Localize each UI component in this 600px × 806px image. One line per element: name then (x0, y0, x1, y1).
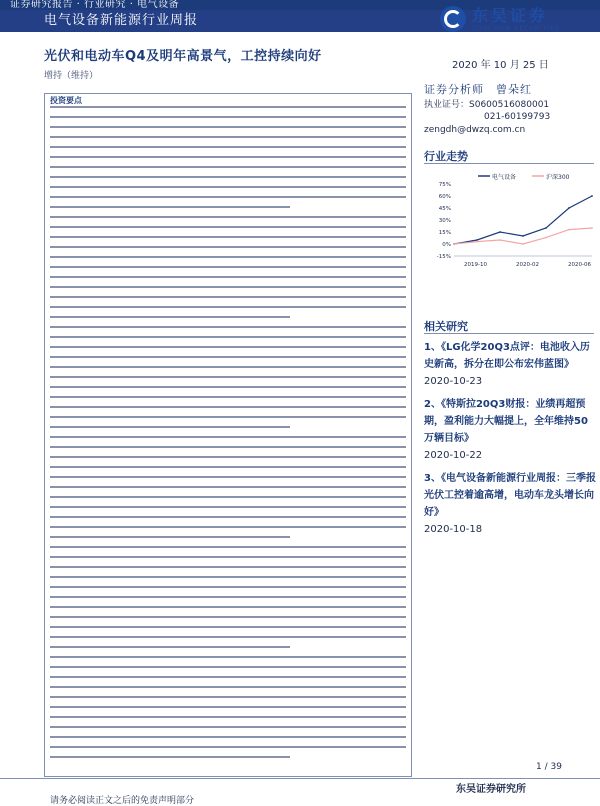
y-tick-label: 0% (442, 242, 451, 248)
series-point (522, 235, 524, 237)
company-logo (440, 6, 560, 32)
x-tick-label: 2020-02 (516, 262, 539, 268)
x-tick-label: 2020-06 (568, 262, 591, 268)
summary-text-line (50, 586, 406, 588)
summary-text-line (50, 686, 406, 688)
legend-b-label: 沪深300 (546, 174, 570, 181)
summary-text-line (50, 466, 406, 468)
related-title: 相关研究 (424, 320, 468, 333)
related-item-title[interactable]: 3、《电气设备新能源行业周报：三季报光伏工控着逾高增，电动车龙头增长向好》 (424, 473, 596, 518)
summary-text-line (50, 606, 406, 608)
summary-text-line (50, 276, 406, 278)
summary-text-line (50, 216, 406, 218)
summary-text-line (50, 666, 406, 668)
summary-text-line (50, 106, 406, 108)
summary-text-line (50, 146, 406, 148)
footer-company: 东吴证券研究所 (456, 784, 526, 795)
market-title: 行业走势 (424, 150, 468, 163)
summary-text-line (50, 226, 406, 228)
summary-text-line (50, 306, 406, 308)
summary-text-line (50, 706, 406, 708)
analyst-phone: 021-60199793 (484, 112, 551, 122)
summary-text-line (50, 256, 406, 258)
series-point (568, 229, 570, 231)
summary-text-line (50, 676, 406, 678)
series-point (568, 207, 570, 209)
summary-text-line (50, 506, 406, 508)
footer-disclaimer: 请务必阅读正文之后的免责声明部分 (50, 796, 195, 806)
series-point (545, 237, 547, 239)
summary-text-line (50, 636, 406, 638)
summary-text-line (50, 696, 406, 698)
summary-text-line (50, 366, 406, 368)
related-list (424, 339, 596, 544)
summary-text-line (50, 186, 406, 188)
market-divider (424, 163, 594, 164)
y-tick-label: 30% (438, 218, 451, 224)
summary-text-line (50, 726, 406, 728)
related-divider (424, 333, 594, 334)
summary-text-line (50, 646, 290, 648)
summary-text-line (50, 196, 406, 198)
summary-text-line (50, 296, 406, 298)
summary-text-line (50, 496, 406, 498)
summary-text-line (50, 436, 406, 438)
summary-text-line (50, 356, 406, 358)
related-item-title[interactable]: 1、《LG化学20Q3点评：电池收入历史新高，拆分在即公布宏伟蓝图》 (424, 342, 590, 370)
series-point (453, 243, 455, 245)
related-item-date: 2020-10-22 (424, 450, 483, 461)
summary-text-line (50, 516, 406, 518)
summary-text-line (50, 116, 406, 118)
series-point (591, 195, 593, 197)
summary-text-line (50, 386, 406, 388)
summary-text-line (50, 336, 406, 338)
summary-text-line (50, 156, 406, 158)
report-category: 证券研究报告 · 行业研究 · 电气设备 (10, 0, 180, 10)
analyst-email[interactable]: zengdh@dwzq.com.cn (424, 124, 526, 135)
summary-text-line (50, 406, 406, 408)
summary-text-line (50, 376, 406, 378)
logo-en: SOOCHOW SECURITIES (472, 24, 560, 32)
summary-text-line (50, 576, 406, 578)
summary-label: 投资要点 (50, 96, 82, 105)
summary-text-line (50, 476, 406, 478)
summary-text-line (50, 616, 406, 618)
y-tick-label: 60% (438, 194, 451, 200)
summary-text-line (50, 416, 406, 418)
series-point (499, 231, 501, 233)
market-trend-chart (424, 170, 596, 270)
series-point (476, 241, 478, 243)
footer-divider (0, 778, 600, 779)
band-title: 电气设备新能源行业周报 (44, 13, 199, 28)
summary-text-line (50, 556, 406, 558)
summary-text-line (50, 326, 406, 328)
y-tick-label: 75% (438, 182, 451, 188)
summary-text-line (50, 346, 406, 348)
series-point (476, 239, 478, 241)
related-item-date: 2020-10-18 (424, 524, 483, 535)
series-point (522, 243, 524, 245)
summary-text-line (50, 316, 290, 318)
x-tick-label: 2019-10 (464, 262, 487, 268)
summary-text-line (50, 206, 290, 208)
summary-text-line (50, 246, 406, 248)
summary-text-line (50, 596, 406, 598)
analyst-name: 证券分析师 曾朵红 (424, 83, 532, 96)
summary-text-line (50, 736, 406, 738)
series-point (591, 227, 593, 229)
report-title: 光伏和电动车Q4及明年高景气，工控持续向好 (44, 49, 322, 64)
page-number: 1 / 39 (536, 762, 562, 772)
analyst-info (424, 84, 594, 136)
series-point (499, 239, 501, 241)
summary-text-line (50, 446, 406, 448)
summary-text-line (50, 486, 406, 488)
summary-text-line (50, 656, 406, 658)
logo-icon (440, 6, 466, 32)
logo-cn: 东吴证券 (472, 5, 549, 25)
summary-text-line (50, 546, 406, 548)
report-date: 2020 年 10 月 25 日 (452, 60, 549, 71)
summary-text-line (50, 286, 406, 288)
summary-text-line (50, 536, 290, 538)
summary-text-line (50, 566, 406, 568)
summary-text-line (50, 136, 406, 138)
summary-text-line (50, 626, 406, 628)
series-point (545, 227, 547, 229)
summary-text-line (50, 396, 406, 398)
summary-text-line (50, 746, 406, 748)
summary-text-line (50, 456, 406, 458)
y-tick-label: -15% (436, 254, 451, 260)
report-rating: 增持（维持） (44, 71, 99, 81)
summary-text-line (50, 266, 406, 268)
analyst-license: 执业证号：S0600516080001 (424, 99, 550, 110)
summary-text-line (50, 166, 406, 168)
related-item-title[interactable]: 2、《特斯拉20Q3财报：业绩再超预期，盈利能力大幅提上，全年维持50万辆目标》 (424, 399, 588, 444)
summary-text-line (50, 126, 406, 128)
summary-text-line (50, 176, 406, 178)
related-item-date: 2020-10-23 (424, 376, 483, 387)
summary-text-line (50, 716, 406, 718)
legend-a-label: 电气设备 (492, 174, 517, 181)
summary-text-line (50, 526, 406, 528)
summary-text-line (50, 236, 406, 238)
summary-text-line (50, 756, 290, 758)
y-tick-label: 15% (438, 230, 451, 236)
summary-text-line (50, 426, 290, 428)
y-tick-label: 45% (438, 206, 451, 212)
